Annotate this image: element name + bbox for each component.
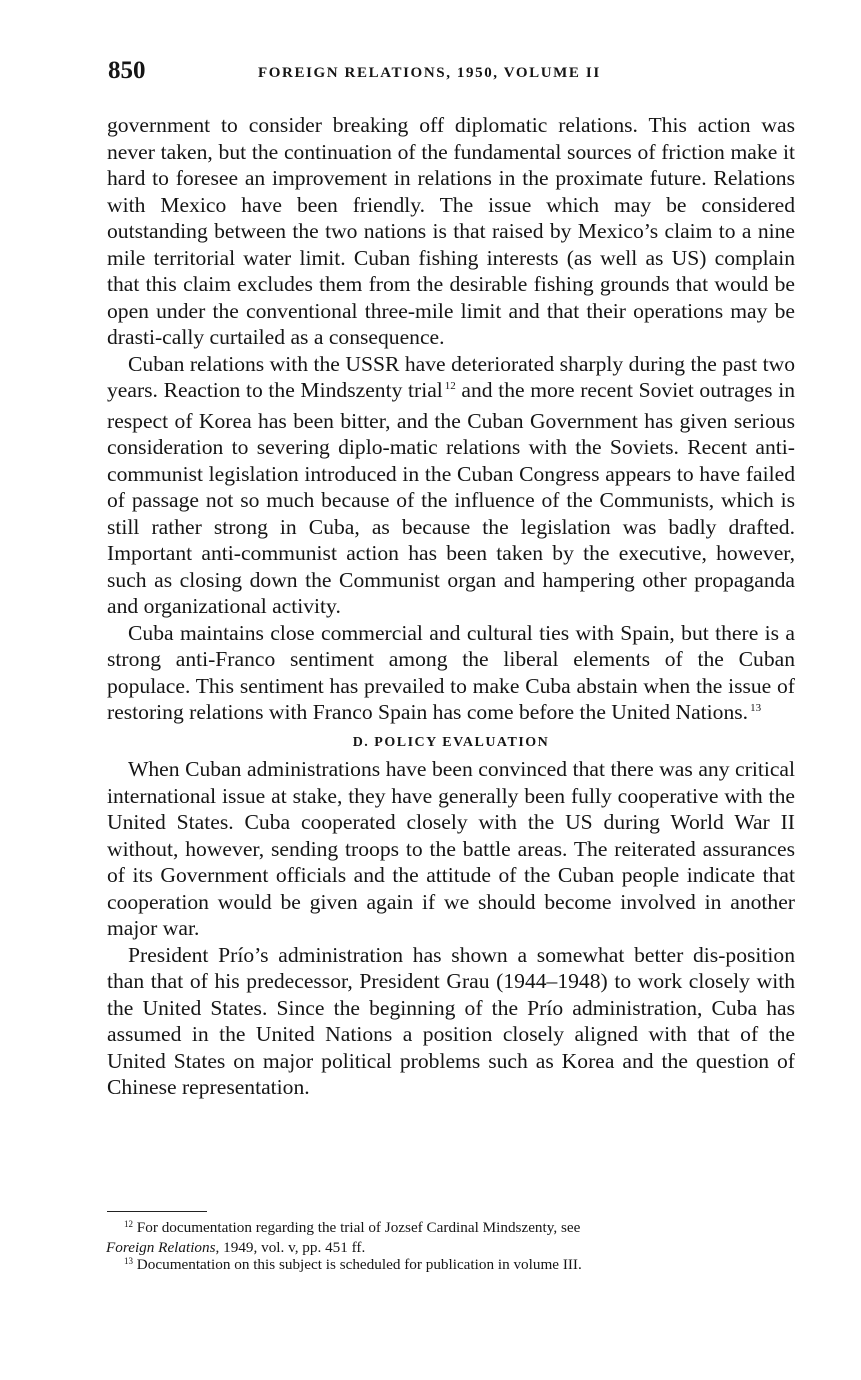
footnote-ref-12[interactable]: 12 <box>444 380 456 392</box>
footnote-italic-title: Foreign Relations <box>106 1238 216 1256</box>
page-header <box>108 57 798 93</box>
footnote-13 <box>106 1256 795 1276</box>
footnote-text: For documentation regarding the trial of Jozsef Cardinal Mindszenty, see <box>133 1219 581 1236</box>
paragraph-text: Cuban relations with the USSR have deteriorated sharply during the past two years. Reaction to the Mindszenty trial <box>107 351 795 402</box>
footnote-ref-13[interactable]: 13 <box>750 702 762 714</box>
paragraph-ussr-relations <box>107 351 795 620</box>
section-heading: D. POLICY EVALUATION <box>352 734 550 750</box>
body-text <box>107 112 795 1101</box>
footnote-mark-12: 12 <box>124 1219 133 1229</box>
paragraph-prio-administration: President Prío’s administration has shown a somewhat better dis-position than that of his predecessor, President Grau (1944–1948) to work closely with the United States. Since the beginning of the Prío administration, Cuba has assumed in the United Nations a position closely aligned with that of the United States on major political problems such as Korea and the question of Chinese representation. <box>107 942 795 1099</box>
paragraph-text: Cuba maintains close commercial and cultural ties with Spain, but there is a strong anti-Franco sentiment among the liberal elements of the Cuban populace. This sentiment has prevailed to make Cuba abstain when the issue of restoring relations with Franco Spain has come before the United Nations. <box>107 620 795 724</box>
paragraph-text: and the more recent Soviet outrages in respect of Korea has been bitter, and the Cuban Government has given serious consideration to severing diplo-matic relations with the Soviets. Recent anti-communist legislation introduced in the Cuban Congress appears to have failed of passage not so much because of the influence of the Communists, which is still rather strong in Cuba, as because the legislation was badly drafted. Important anti-communist action has been taken by the executive, however, such as closing down the Communist organ and hampering other propaganda and organizational activity. <box>107 378 796 618</box>
footnote-text: Documentation on this subject is scheduled for publication in volume <box>133 1256 560 1273</box>
footnote-12 <box>106 1219 795 1239</box>
footnotes <box>106 1219 795 1276</box>
footnote-mark-13: 13 <box>124 1256 133 1266</box>
paragraph-cooperation: When Cuban administrations have been convinced that there was any critical international issue at stake, they have generally been fully cooperative with the United States. Cuba cooperated closely with the US during World War II without, however, sending troops to the battle areas. The reiterated assurances of its Government officials and the attitude of the Cuban people indicate that cooperation would be given again if we should become involved in another major war. <box>107 757 795 940</box>
paragraph-spain-ties <box>107 620 795 730</box>
paragraph-continued: government to consider breaking off diplomatic relations. This action was never taken, but the continuation of the fundamental sources of friction make it hard to foresee an improvement in relations in the proximate future. Relations with Mexico have been friendly. The issue which may be considered outstanding between the two nations is that raised by Mexico’s claim to a nine mile territorial water limit. Cuban fishing interests (as well as US) complain that this claim excludes them from the desirable fishing grounds that would be open under the conventional three-mile limit and that their operations may be drasti-cally curtailed as a consequence. <box>107 113 795 349</box>
footnote-12-continued <box>106 1239 795 1257</box>
running-head: FOREIGN RELATIONS, 1950, VOLUME II <box>258 65 601 81</box>
footnote-text: . <box>578 1256 582 1273</box>
footnote-volume: III <box>562 1256 578 1273</box>
footnote-rule <box>107 1211 207 1212</box>
page-number: 850 <box>108 57 146 84</box>
footnote-text: , 1949, vol. v, pp. 451 ff. <box>215 1238 366 1256</box>
